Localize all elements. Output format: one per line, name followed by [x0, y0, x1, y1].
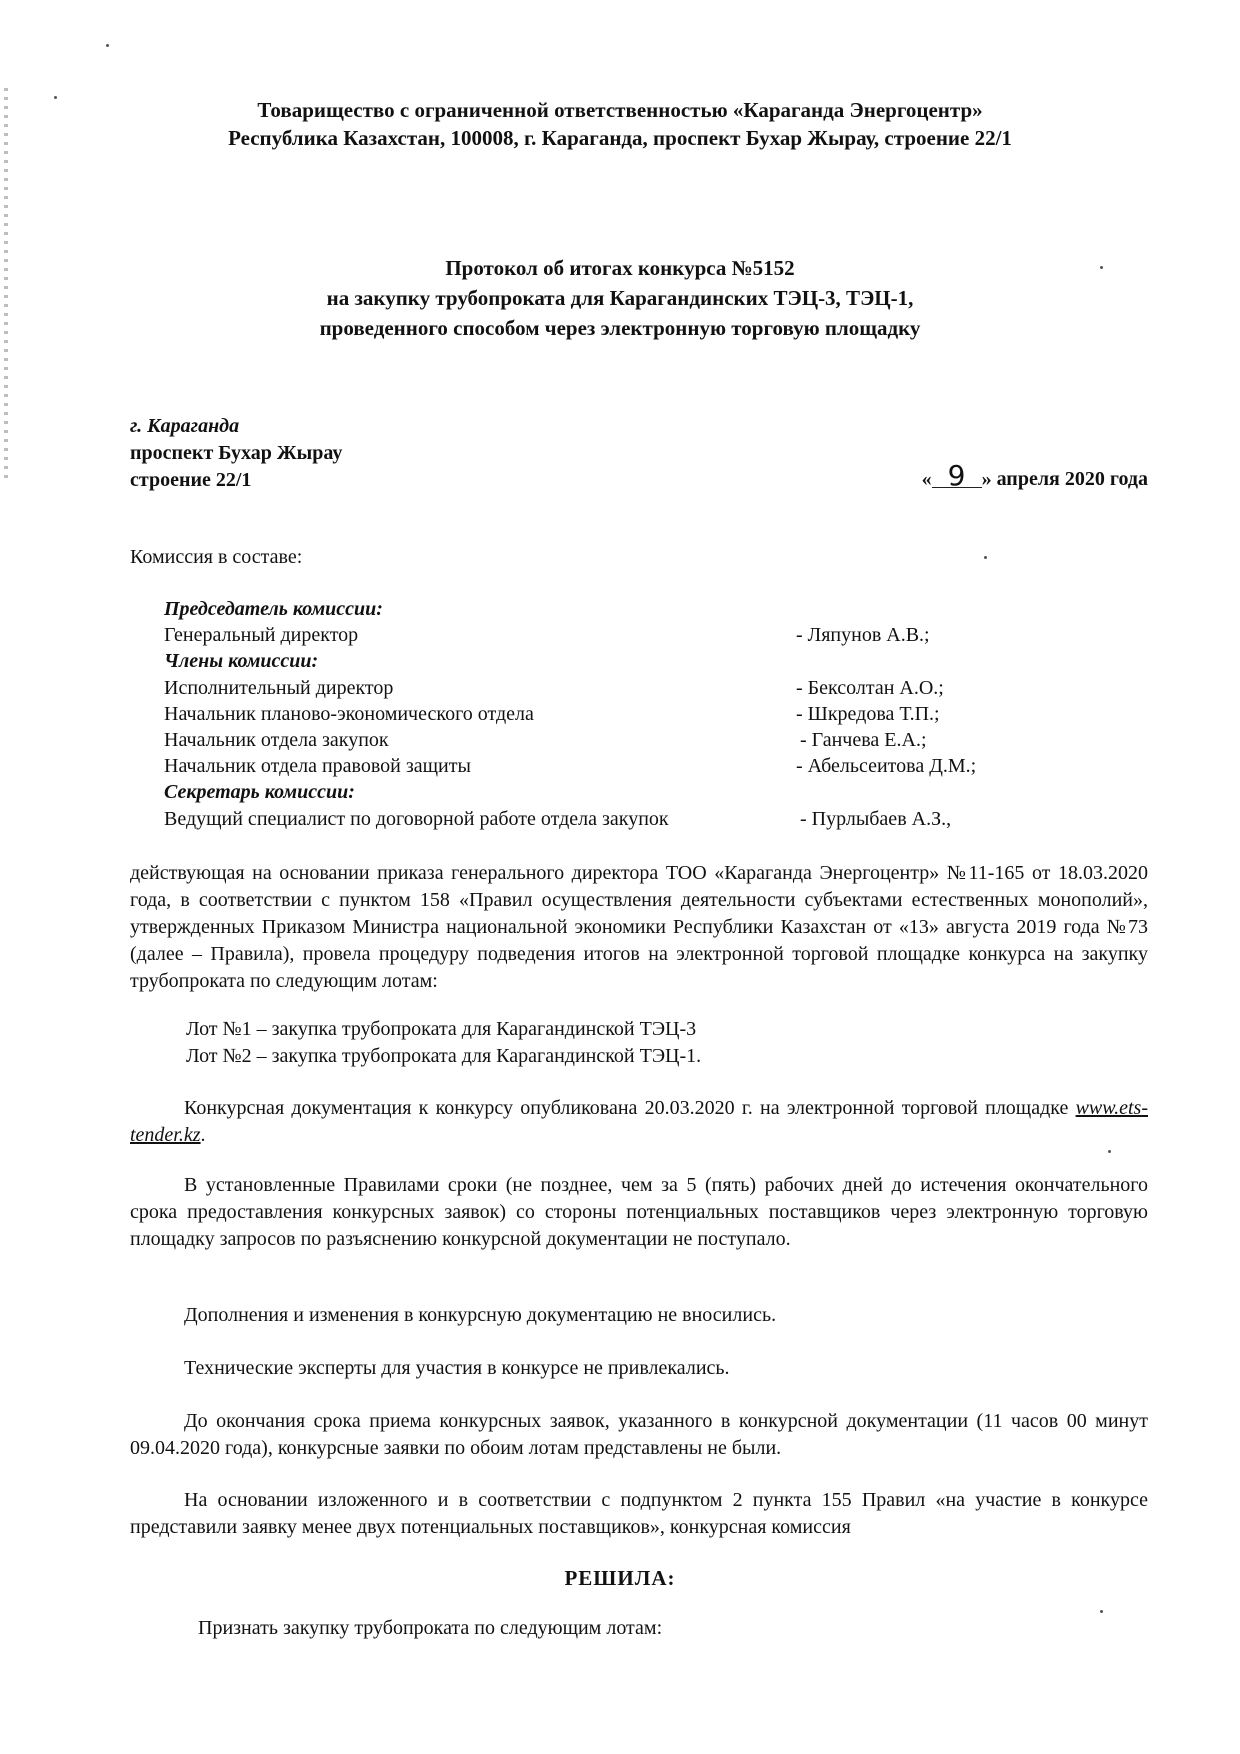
- deadline-text: До окончания срока приема конкурсных заявок, указанного в конкурсной документации (11 часов 00 минут 09.04.2020 года), конкурсные заявки по обоим лотам представлены не были.: [130, 1410, 1148, 1459]
- amendments-text: Дополнения и изменения в конкурсную документацию не вносились.: [184, 1304, 777, 1326]
- clarifications-text: В установленные Правилами сроки (не позднее, чем за 5 (пять) рабочих дней до истечения окончательного срока предоставления конкурсных заявок) со стороны потенциальных поставщиков через электронную торговую площадку запросов по разъяснению конкурсной документации не поступало.: [130, 1174, 1148, 1250]
- protocol-title: Протокол об итогах конкурса №5152: [445, 256, 795, 280]
- protocol-subtitle: на закупку трубопроката для Карагандинских ТЭЦ-3, ТЭЦ-1,: [326, 286, 914, 310]
- member-role: Начальник отдела закупок: [164, 729, 389, 751]
- publication-text-end: .: [200, 1124, 206, 1146]
- org-name: Товарищество с ограниченной ответственностью «Караганда Энергоцентр»: [257, 98, 983, 122]
- paragraph-grounds: [130, 1487, 1148, 1541]
- org-address: Республика Казахстан, 100008, г. Караганда, проспект Бухар Жырау, строение 22/1: [228, 126, 1012, 150]
- chair-role: Генеральный директор: [164, 624, 359, 646]
- place-building: строение 22/1: [130, 469, 252, 491]
- date-open-quote: «: [921, 468, 932, 490]
- chair-name: - Ляпунов А.В.;: [796, 624, 930, 646]
- scan-speck: [1108, 1150, 1111, 1153]
- decision-heading: РЕШИЛА:: [564, 1566, 676, 1590]
- member-role: Исполнительный директор: [164, 677, 394, 699]
- place-city: г. Караганда: [130, 415, 240, 437]
- scan-speck: [106, 44, 109, 47]
- scan-speck: [1100, 1610, 1103, 1613]
- experts-text: Технические эксперты для участия в конкурсе не привлекались.: [184, 1357, 730, 1379]
- paragraph-experts: [130, 1355, 1148, 1382]
- commission-intro: Комиссия в составе:: [130, 546, 303, 568]
- paragraph-deadline: [130, 1408, 1148, 1462]
- place-street: проспект Бухар Жырау: [130, 442, 343, 464]
- members-heading: Члены комиссии:: [164, 650, 319, 672]
- grounds-text: На основании изложенного и в соответствии с подпунктом 2 пункта 155 Правил «на участие в конкурсе представили заявку менее двух потенциальных поставщиков», конкурсная комиссия: [130, 1489, 1148, 1538]
- member-role: Начальник отдела правовой защиты: [164, 755, 471, 777]
- ets-tender-link[interactable]: www.ets-tender.kz: [130, 1097, 1148, 1146]
- date-day-handwritten: 9: [932, 465, 982, 488]
- publication-text: Конкурсная документация к конкурсу опубликована 20.03.2020 г. на электронной торговой площадке: [184, 1097, 1076, 1119]
- paragraph-publication: [130, 1095, 1148, 1149]
- member-name: - Шкредова Т.П.;: [796, 703, 940, 725]
- lot-1: Лот №1 – закупка трубопроката для Карагандинской ТЭЦ-3: [186, 1018, 697, 1040]
- secretary-role: Ведущий специалист по договорной работе отдела закупок: [164, 808, 669, 830]
- secretary-name: - Пурлыбаев А.З.,: [800, 808, 952, 830]
- date-month-year: » апреля 2020 года: [981, 468, 1148, 490]
- member-name: - Ганчева Е.А.;: [800, 729, 927, 751]
- chair-heading: Председатель комиссии:: [164, 598, 383, 620]
- paragraph-basis: действующая на основании приказа генерального директора ТОО «Караганда Энергоцентр» №11-165 от 18.03.2020 года, в соответствии с пунктом 158 «Правил осуществления деятельности субъектами естественных монополий», утвержденных Приказом Министра национальной экономики Республики Казахстан от «13» августа 2019 года №73 (далее – Правила), провела процедуру подведения итогов на электронной торговой площадке конкурса на закупку трубопроката по следующим лотам:: [130, 862, 1148, 992]
- scan-speck: [984, 556, 987, 559]
- decision-text: Признать закупку трубопроката по следующим лотам:: [198, 1617, 663, 1639]
- paragraph-amendments: [130, 1302, 1148, 1329]
- secretary-heading: Секретарь комиссии:: [164, 781, 355, 803]
- paragraph-clarifications: [130, 1172, 1148, 1253]
- lot-2: Лот №2 – закупка трубопроката для Карагандинской ТЭЦ-1.: [186, 1045, 702, 1067]
- member-name: - Бексолтан А.О.;: [796, 677, 944, 699]
- member-name: - Абельсеитова Д.М.;: [796, 755, 977, 777]
- protocol-subtitle-2: проведенного способом через электронную торговую площадку: [319, 316, 921, 340]
- protocol-date: [921, 459, 1148, 492]
- member-role: Начальник планово-экономического отдела: [164, 703, 534, 725]
